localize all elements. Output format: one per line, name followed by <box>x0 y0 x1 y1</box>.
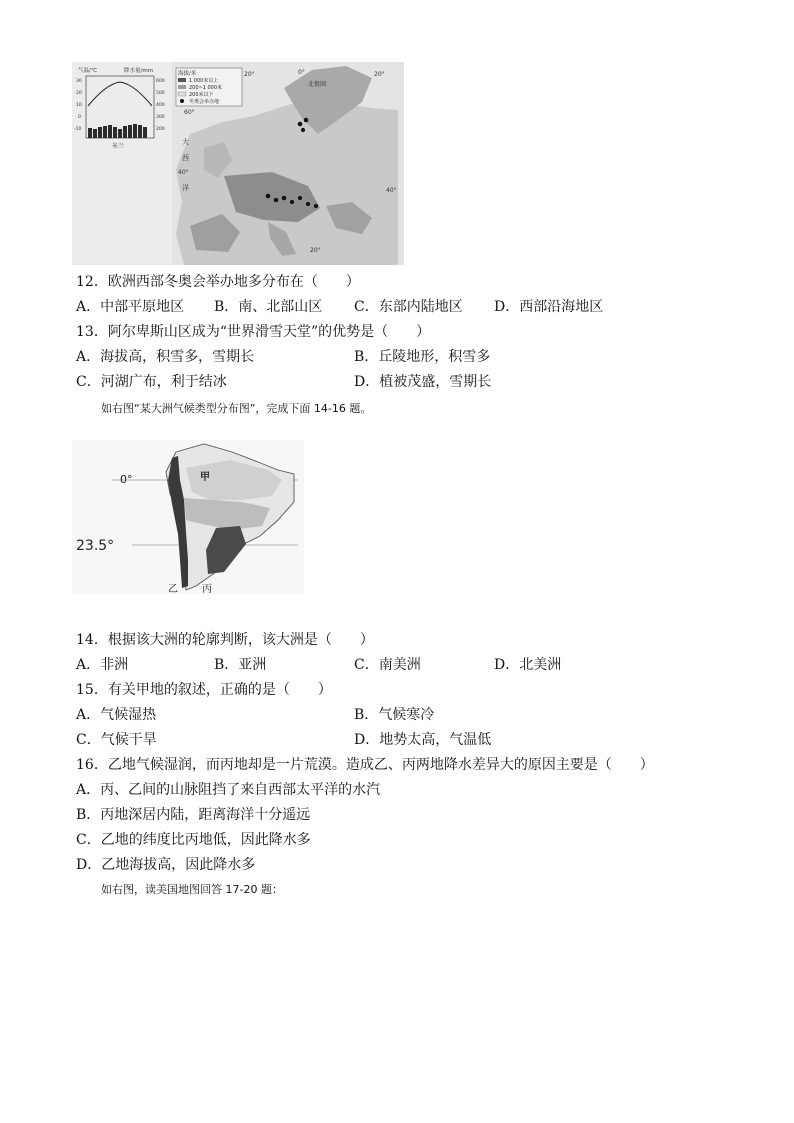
label-jia: 甲 <box>200 472 210 483</box>
svg-text:0: 0 <box>78 115 81 120</box>
south-america-map-svg <box>72 440 304 594</box>
label-yi: 乙 <box>168 584 178 594</box>
q12-option-a: A．中部平原地区 <box>76 299 185 315</box>
map-label: 20° <box>244 71 255 78</box>
map-label: 20° <box>310 247 321 254</box>
map-label: 北极圈 <box>308 81 327 88</box>
map-label: 60° <box>184 109 195 116</box>
q16-option-b: B．丙地深居内陆，距离海洋十分遥远 <box>76 807 311 823</box>
q12-stem: 12．欧洲西部冬奥会举办地多分布在（ ） <box>76 274 360 290</box>
q15-option-d: D．地势太高，气温低 <box>354 732 492 748</box>
svg-text:300: 300 <box>156 115 165 120</box>
latitude-23-5-label: 23.5° <box>76 538 115 554</box>
q13-option-b: B．丘陵地形，积雪多 <box>354 349 491 365</box>
svg-text:20: 20 <box>76 91 82 96</box>
q16-stem: 16．乙地气候湿润，而丙地却是一片荒漠。造成乙、丙两地降水差异大的原因主要是（ ） <box>76 757 654 773</box>
q13-option-c: C．河湖广布，利于结冰 <box>76 374 227 390</box>
q14-option-d: D．北美洲 <box>494 657 562 673</box>
map-legend-item: 1 000米以上 <box>189 78 219 84</box>
latitude-0-label: 0° <box>120 473 133 486</box>
q12-option-b: B．南、北部山区 <box>214 299 323 315</box>
q13-stem: 13．阿尔卑斯山区成为“世界滑雪天堂”的优势是（ ） <box>76 324 431 340</box>
map-legend-item: 冬奥会举办地 <box>189 99 220 105</box>
map-label: 20° <box>374 71 385 78</box>
q13-option-a: A．海拔高，积雪多，雪期长 <box>76 349 255 365</box>
europe-figure-svg <box>72 62 404 265</box>
instruction-17-20: 如右图，读美国地图回答 17-20 题： <box>101 883 283 896</box>
europe-figure <box>72 62 404 265</box>
q13-option-d: D．植被茂盛，雪期长 <box>354 374 492 390</box>
svg-text:400: 400 <box>156 103 165 108</box>
q14-option-b: B．亚洲 <box>214 657 267 673</box>
q14-option-a: A．非洲 <box>76 657 129 673</box>
map-legend-item: 200~1 000米 <box>189 85 223 91</box>
q16-option-d: D．乙地海拔高，因此降水多 <box>76 857 256 873</box>
q15-option-c: C．气候干旱 <box>76 732 157 748</box>
instruction-14-16: 如右图“某大洲气候类型分布图”，完成下面 14-16 题。 <box>101 402 372 415</box>
svg-text:30: 30 <box>76 79 82 84</box>
q14-stem: 14．根据该大洲的轮廓判断，该大洲是（ ） <box>76 632 374 648</box>
svg-text:600: 600 <box>156 79 165 84</box>
map-legend-item: 200米以下 <box>189 92 214 98</box>
chart-left-axis-label: 气温/℃ <box>78 68 98 74</box>
chart-caption: 米兰 <box>112 143 125 150</box>
label-bing: 丙 <box>202 584 212 594</box>
svg-text:-10: -10 <box>74 127 82 132</box>
q16-option-a: A．丙、乙间的山脉阻挡了来自西部太平洋的水汽 <box>76 782 381 798</box>
q16-option-c: C．乙地的纬度比丙地低，因此降水多 <box>76 832 311 848</box>
map-label: 大 <box>182 138 189 146</box>
q14-option-c: C．南美洲 <box>354 657 421 673</box>
q12-option-c: C．东部内陆地区 <box>354 299 463 315</box>
q15-stem: 15．有关甲地的叙述，正确的是（ ） <box>76 682 332 698</box>
svg-text:10: 10 <box>76 103 82 108</box>
q15-option-b: B．气候寒冷 <box>354 707 435 723</box>
map-legend-title: 海拔/米 <box>178 71 197 77</box>
svg-text:500: 500 <box>156 91 165 96</box>
map-label: 洋 <box>182 184 189 192</box>
svg-text:200: 200 <box>156 127 165 132</box>
south-america-figure <box>72 440 304 594</box>
map-label: 40° <box>178 169 189 176</box>
q12-option-d: D．西部沿海地区 <box>494 299 604 315</box>
map-label: 0° <box>298 69 305 76</box>
map-label: 40° <box>386 187 397 194</box>
chart-right-axis-label: 降水量/mm <box>124 68 154 74</box>
map-label: 西 <box>182 154 189 162</box>
q15-option-a: A．气候湿热 <box>76 707 157 723</box>
